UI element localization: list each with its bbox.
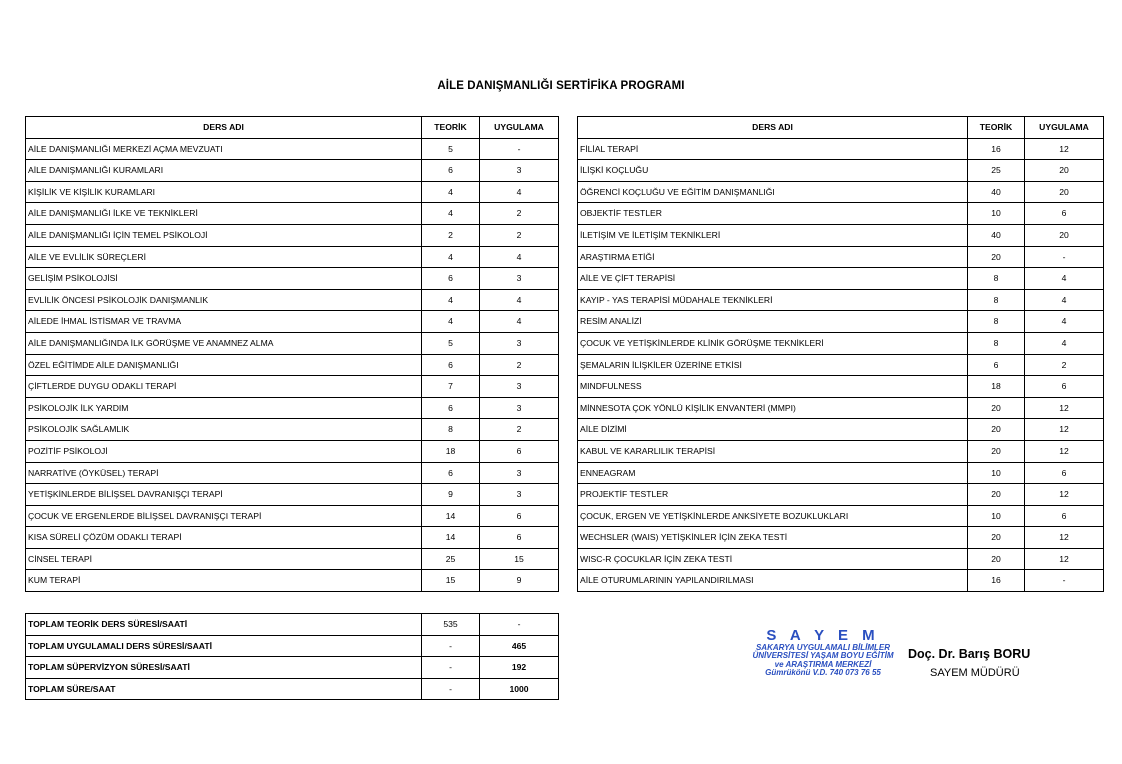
practice-hours-cell: 20 (1025, 224, 1104, 246)
table-row (26, 419, 559, 441)
practice-hours-cell: 2 (480, 354, 559, 376)
practice-hours-cell: 20 (1025, 160, 1104, 182)
theory-hours-cell: 10 (968, 505, 1025, 527)
practice-hours-cell: 12 (1025, 138, 1104, 160)
table-row (578, 311, 1104, 333)
course-name-cell: KİŞİLİK VE KİŞİLİK KURAMLARI (26, 181, 422, 203)
practice-hours-cell: 20 (1025, 181, 1104, 203)
table-row (26, 570, 559, 592)
theory-hours-cell: 4 (422, 289, 480, 311)
table-row (578, 462, 1104, 484)
table-row (26, 462, 559, 484)
stamp-line: ve ARAŞTIRMA MERKEZİ (774, 659, 872, 669)
theory-hours-cell: 4 (422, 311, 480, 333)
practice-hours-cell: 3 (480, 462, 559, 484)
table-row (578, 268, 1104, 290)
total-row (26, 678, 559, 700)
practice-hours-cell: 6 (480, 505, 559, 527)
total-practice-cell: - (480, 614, 559, 636)
theory-hours-cell: 20 (968, 527, 1025, 549)
table-row (578, 289, 1104, 311)
total-label: TOPLAM SÜPERVİZYON SÜRESİ/SAATİ (26, 657, 422, 679)
course-name-cell: AİLE DANIŞMANLIĞI KURAMLARI (26, 160, 422, 182)
course-name-cell: İLİŞKİ KOÇLUĞU (578, 160, 968, 182)
theory-hours-cell: 4 (422, 203, 480, 225)
theory-hours-cell: 8 (968, 289, 1025, 311)
table-row (578, 203, 1104, 225)
table-row (578, 138, 1104, 160)
theory-hours-cell: 6 (968, 354, 1025, 376)
course-name-cell: WISC-R ÇOCUKLAR İÇİN ZEKA TESTİ (578, 548, 968, 570)
practice-hours-cell: 3 (480, 268, 559, 290)
header-practice: UYGULAMA (1025, 117, 1104, 139)
total-theory-cell: - (422, 657, 480, 679)
theory-hours-cell: 4 (422, 181, 480, 203)
course-name-cell: YETİŞKİNLERDE BİLİŞSEL DAVRANIŞÇI TERAPİ (26, 484, 422, 506)
table-row (578, 332, 1104, 354)
theory-hours-cell: 8 (422, 419, 480, 441)
practice-hours-cell: 4 (1025, 289, 1104, 311)
table-row (578, 181, 1104, 203)
signatory-name: Doç. Dr. Barış BORU (908, 647, 1031, 661)
course-name-cell: MINDFULNESS (578, 376, 968, 398)
table-row (26, 527, 559, 549)
total-practice-cell: 192 (480, 657, 559, 679)
course-name-cell: ÇOCUK VE ERGENLERDE BİLİŞSEL DAVRANIŞÇI TERAPİ (26, 505, 422, 527)
header-theory: TEORİK (968, 117, 1025, 139)
table-row (578, 570, 1104, 592)
practice-hours-cell: 2 (1025, 354, 1104, 376)
course-name-cell: KAYIP - YAS TERAPİSİ MÜDAHALE TEKNİKLERİ (578, 289, 968, 311)
total-label: TOPLAM SÜRE/SAAT (26, 678, 422, 700)
theory-hours-cell: 9 (422, 484, 480, 506)
theory-hours-cell: 20 (968, 246, 1025, 268)
header-theory: TEORİK (422, 117, 480, 139)
course-name-cell: EVLİLİK ÖNCESİ PSİKOLOJİK DANIŞMANLIK (26, 289, 422, 311)
table-row (578, 376, 1104, 398)
total-practice-cell: 1000 (480, 678, 559, 700)
stamp-line: ÜNİVERSİTESİ YAŞAM BOYU EĞİTİM (752, 651, 894, 661)
course-name-cell: AİLE VE EVLİLİK SÜREÇLERİ (26, 246, 422, 268)
theory-hours-cell: 20 (968, 419, 1025, 441)
course-name-cell: AİLE DİZİMİ (578, 419, 968, 441)
course-name-cell: ÖĞRENCİ KOÇLUĞU VE EĞİTİM DANIŞMANLIĞI (578, 181, 968, 203)
course-name-cell: ÇİFTLERDE DUYGU ODAKLI TERAPİ (26, 376, 422, 398)
course-name-cell: MİNNESOTA ÇOK YÖNLÜ KİŞİLİK ENVANTERİ (MMPI) (578, 397, 968, 419)
practice-hours-cell: 6 (480, 440, 559, 462)
table-row (26, 160, 559, 182)
practice-hours-cell: 6 (480, 527, 559, 549)
table-row (578, 397, 1104, 419)
practice-hours-cell: - (1025, 246, 1104, 268)
practice-hours-cell: 12 (1025, 397, 1104, 419)
signatory-role: SAYEM MÜDÜRÜ (930, 667, 1020, 679)
table-row (578, 246, 1104, 268)
practice-hours-cell: 12 (1025, 419, 1104, 441)
theory-hours-cell: 18 (422, 440, 480, 462)
course-name-cell: RESİM ANALİZİ (578, 311, 968, 333)
course-name-cell: POZİTİF PSİKOLOJİ (26, 440, 422, 462)
table-row (26, 440, 559, 462)
course-name-cell: ÇOCUK, ERGEN VE YETİŞKİNLERDE ANKSİYETE BOZUKLUKLARI (578, 505, 968, 527)
header-course: DERS ADI (578, 117, 968, 139)
theory-hours-cell: 10 (968, 203, 1025, 225)
course-name-cell: AİLE DANIŞMANLIĞINDA İLK GÖRÜŞME VE ANAMNEZ ALMA (26, 332, 422, 354)
table-row (26, 354, 559, 376)
theory-hours-cell: 8 (968, 268, 1025, 290)
course-name-cell: AİLE VE ÇİFT TERAPİSİ (578, 268, 968, 290)
practice-hours-cell: 2 (480, 203, 559, 225)
table-row (26, 332, 559, 354)
table-row (26, 484, 559, 506)
practice-hours-cell: - (480, 138, 559, 160)
theory-hours-cell: 14 (422, 527, 480, 549)
course-name-cell: FİLİAL TERAPİ (578, 138, 968, 160)
table-row (26, 181, 559, 203)
course-name-cell: AİLE DANIŞMANLIĞI İLKE VE TEKNİKLERİ (26, 203, 422, 225)
table-row (26, 246, 559, 268)
course-name-cell: AİLEDE İHMAL İSTİSMAR VE TRAVMA (26, 311, 422, 333)
practice-hours-cell: 6 (1025, 462, 1104, 484)
practice-hours-cell: 9 (480, 570, 559, 592)
course-name-cell: PSİKOLOJİK İLK YARDIM (26, 397, 422, 419)
practice-hours-cell: 6 (1025, 203, 1104, 225)
theory-hours-cell: 20 (968, 397, 1025, 419)
stamp-line: SAKARYA UYGULAMALI BİLİMLER (755, 642, 891, 652)
practice-hours-cell: 12 (1025, 527, 1104, 549)
header-course: DERS ADI (26, 117, 422, 139)
course-table-left (25, 116, 559, 592)
course-name-cell: CİNSEL TERAPİ (26, 548, 422, 570)
theory-hours-cell: 6 (422, 354, 480, 376)
totals-table (25, 613, 559, 700)
theory-hours-cell: 20 (968, 548, 1025, 570)
theory-hours-cell: 5 (422, 138, 480, 160)
total-practice-cell: 465 (480, 635, 559, 657)
theory-hours-cell: 20 (968, 440, 1025, 462)
theory-hours-cell: 10 (968, 462, 1025, 484)
course-name-cell: WECHSLER (WAIS) YETİŞKİNLER İÇİN ZEKA TESTİ (578, 527, 968, 549)
course-name-cell: AİLE DANIŞMANLIĞI İÇİN TEMEL PSİKOLOJİ (26, 224, 422, 246)
table-header-row (26, 117, 559, 139)
table-row (578, 419, 1104, 441)
theory-hours-cell: 40 (968, 181, 1025, 203)
course-name-cell: PROJEKTİF TESTLER (578, 484, 968, 506)
theory-hours-cell: 6 (422, 397, 480, 419)
practice-hours-cell: 3 (480, 484, 559, 506)
practice-hours-cell: 3 (480, 160, 559, 182)
total-row (26, 635, 559, 657)
course-name-cell: KABUL VE KARARLILIK TERAPİSİ (578, 440, 968, 462)
practice-hours-cell: 3 (480, 332, 559, 354)
practice-hours-cell: - (1025, 570, 1104, 592)
practice-hours-cell: 4 (1025, 332, 1104, 354)
table-row (578, 354, 1104, 376)
table-row (26, 224, 559, 246)
theory-hours-cell: 20 (968, 484, 1025, 506)
course-name-cell: OBJEKTİF TESTLER (578, 203, 968, 225)
practice-hours-cell: 4 (480, 311, 559, 333)
table-row (26, 311, 559, 333)
table-row (578, 548, 1104, 570)
practice-hours-cell: 2 (480, 224, 559, 246)
total-theory-cell: - (422, 678, 480, 700)
practice-hours-cell: 12 (1025, 440, 1104, 462)
table-row (26, 203, 559, 225)
theory-hours-cell: 8 (968, 332, 1025, 354)
course-name-cell: ŞEMALARIN İLİŞKİLER ÜZERİNE ETKİSİ (578, 354, 968, 376)
practice-hours-cell: 12 (1025, 484, 1104, 506)
course-name-cell: AİLE OTURUMLARININ YAPILANDIRILMASI (578, 570, 968, 592)
course-name-cell: PSİKOLOJİK SAĞLAMLIK (26, 419, 422, 441)
table-row (26, 268, 559, 290)
table-header-row (578, 117, 1104, 139)
table-row (578, 160, 1104, 182)
header-practice: UYGULAMA (480, 117, 559, 139)
theory-hours-cell: 2 (422, 224, 480, 246)
practice-hours-cell: 4 (1025, 268, 1104, 290)
theory-hours-cell: 5 (422, 332, 480, 354)
sayem-stamp (728, 628, 918, 677)
total-row (26, 657, 559, 679)
table-row (578, 505, 1104, 527)
practice-hours-cell: 6 (1025, 505, 1104, 527)
theory-hours-cell: 6 (422, 160, 480, 182)
practice-hours-cell: 3 (480, 397, 559, 419)
table-row (26, 548, 559, 570)
practice-hours-cell: 2 (480, 419, 559, 441)
course-name-cell: GELİŞİM PSİKOLOJİSİ (26, 268, 422, 290)
theory-hours-cell: 6 (422, 268, 480, 290)
table-row (26, 376, 559, 398)
practice-hours-cell: 3 (480, 376, 559, 398)
theory-hours-cell: 25 (968, 160, 1025, 182)
theory-hours-cell: 18 (968, 376, 1025, 398)
course-name-cell: ÖZEL EĞİTİMDE AİLE DANIŞMANLIĞI (26, 354, 422, 376)
course-table-right (577, 116, 1104, 592)
table-row (578, 440, 1104, 462)
theory-hours-cell: 25 (422, 548, 480, 570)
practice-hours-cell: 4 (480, 181, 559, 203)
course-name-cell: ARAŞTIRMA ETİĞİ (578, 246, 968, 268)
table-row (578, 527, 1104, 549)
theory-hours-cell: 16 (968, 570, 1025, 592)
stamp-line: Gümrükönü V.D. 740 073 76 55 (765, 667, 881, 677)
table-row (26, 397, 559, 419)
practice-hours-cell: 15 (480, 548, 559, 570)
practice-hours-cell: 12 (1025, 548, 1104, 570)
practice-hours-cell: 4 (480, 246, 559, 268)
total-label: TOPLAM TEORİK DERS SÜRESİ/SAATİ (26, 614, 422, 636)
table-row (26, 138, 559, 160)
theory-hours-cell: 4 (422, 246, 480, 268)
practice-hours-cell: 6 (1025, 376, 1104, 398)
practice-hours-cell: 4 (1025, 311, 1104, 333)
total-row (26, 614, 559, 636)
total-label: TOPLAM UYGULAMALI DERS SÜRESİ/SAATİ (26, 635, 422, 657)
table-row (578, 484, 1104, 506)
theory-hours-cell: 16 (968, 138, 1025, 160)
course-name-cell: NARRATİVE (ÖYKÜSEL) TERAPİ (26, 462, 422, 484)
course-name-cell: KUM TERAPİ (26, 570, 422, 592)
course-name-cell: KISA SÜRELİ ÇÖZÜM ODAKLI TERAPİ (26, 527, 422, 549)
course-name-cell: İLETİŞİM VE İLETİŞİM TEKNİKLERİ (578, 224, 968, 246)
course-name-cell: AİLE DANIŞMANLIĞI MERKEZİ AÇMA MEVZUATI (26, 138, 422, 160)
table-row (26, 289, 559, 311)
theory-hours-cell: 15 (422, 570, 480, 592)
theory-hours-cell: 14 (422, 505, 480, 527)
theory-hours-cell: 6 (422, 462, 480, 484)
table-row (578, 224, 1104, 246)
course-name-cell: ÇOCUK VE YETİŞKİNLERDE KLİNİK GÖRÜŞME TEKNİKLERİ (578, 332, 968, 354)
theory-hours-cell: 8 (968, 311, 1025, 333)
course-name-cell: ENNEAGRAM (578, 462, 968, 484)
practice-hours-cell: 4 (480, 289, 559, 311)
table-row (26, 505, 559, 527)
total-theory-cell: - (422, 635, 480, 657)
stamp-brand: S A Y E M (766, 627, 880, 644)
theory-hours-cell: 40 (968, 224, 1025, 246)
theory-hours-cell: 7 (422, 376, 480, 398)
page-title: AİLE DANIŞMANLIĞI SERTİFİKA PROGRAMI (437, 80, 685, 92)
total-theory-cell: 535 (422, 614, 480, 636)
